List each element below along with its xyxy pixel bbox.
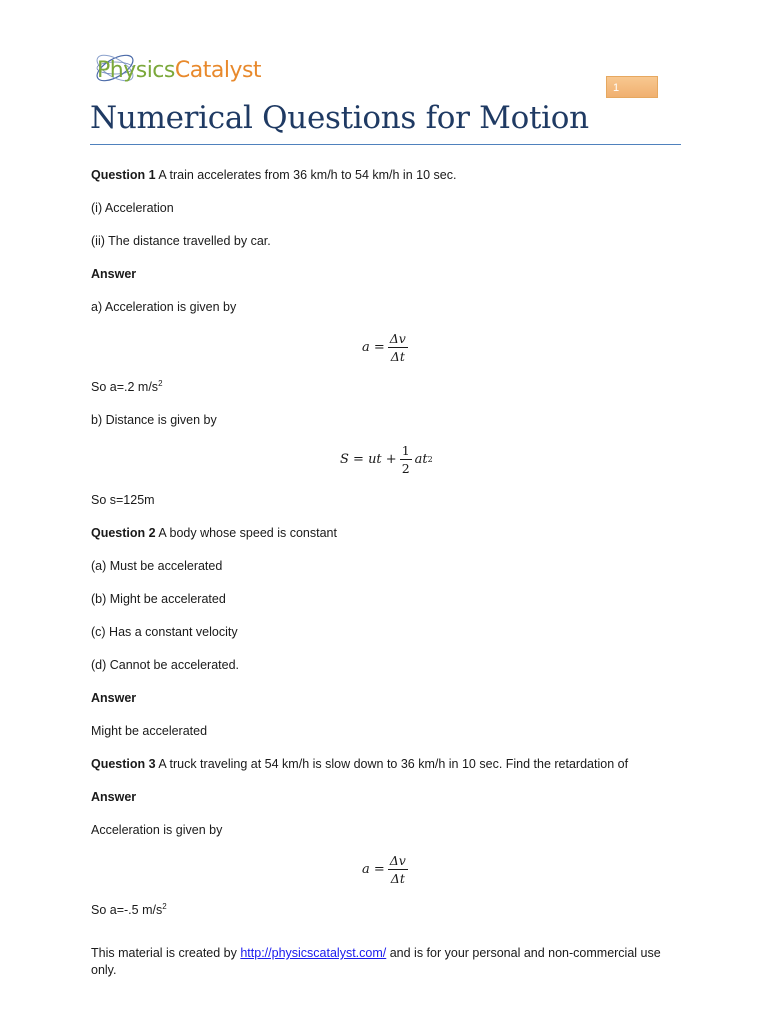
q3-acceleration-intro: Acceleration is given by bbox=[91, 823, 223, 837]
logo-wordmark: PhysicsCatalyst bbox=[97, 58, 262, 83]
footer-notice-line2: only. bbox=[91, 963, 117, 977]
q1-part-i: (i) Acceleration bbox=[91, 201, 174, 215]
footer-notice: This material is created by http://physicscatalyst.com/ and is for your personal and non-commercial use bbox=[91, 946, 661, 960]
q2-answer: Might be accelerated bbox=[91, 724, 208, 738]
eq1-numerator: Δv bbox=[389, 331, 406, 346]
q3-answer-label: Answer bbox=[91, 790, 137, 804]
question-3-text: A truck traveling at 54 km/h is slow down to 36 km/h in 10 sec. Find the retardation of bbox=[155, 757, 629, 771]
eq2-lhs: S = ut + bbox=[340, 452, 397, 467]
q2-option-c: (c) Has a constant velocity bbox=[91, 625, 238, 639]
q1-result-a: So a=.2 $m/s^2$ bbox=[91, 379, 163, 394]
question-1-text: A train accelerates from 36 km/h to 54 km/h in 10 sec. bbox=[155, 168, 457, 182]
q2-option-d: (d) Cannot be accelerated. bbox=[91, 658, 240, 672]
eq1-fraction bbox=[388, 331, 408, 364]
q1-part-ii: (ii) The distance travelled by car. bbox=[91, 234, 271, 248]
eq3-lhs: a = bbox=[362, 862, 385, 877]
eq2-fraction bbox=[400, 443, 412, 476]
page-title: Numerical Questions for Motion bbox=[90, 100, 589, 136]
q1-answer-label: Answer bbox=[91, 267, 137, 281]
question-2-text: A body whose speed is constant bbox=[155, 526, 337, 540]
q2-answer-label: Answer bbox=[91, 691, 137, 705]
question-2-label: Question 2 bbox=[91, 526, 156, 540]
question-3 bbox=[91, 756, 628, 772]
eq3-fraction bbox=[388, 853, 408, 886]
eq3-denominator: Δt bbox=[390, 871, 405, 886]
footer-link[interactable]: http://physicscatalyst.com/ bbox=[240, 946, 387, 960]
q1-acceleration-intro: a) Acceleration is given by bbox=[91, 300, 237, 314]
eq2-tail: at bbox=[414, 452, 428, 467]
question-2 bbox=[91, 525, 337, 541]
q3-result: So a=-.5 $m/s^2$ bbox=[91, 902, 167, 917]
eq1-lhs: a = bbox=[362, 340, 385, 355]
equation-distance: S = ut + $\frac{1}{2}$ at 2 bbox=[340, 443, 433, 476]
question-1 bbox=[91, 167, 456, 183]
title-divider bbox=[90, 144, 681, 145]
q1-result-s: So s=125m bbox=[91, 493, 155, 507]
eq2-numerator: 1 bbox=[401, 443, 410, 458]
equation-acceleration-2 bbox=[362, 853, 411, 886]
question-3-label: Question 3 bbox=[91, 757, 156, 771]
equation-acceleration-1 bbox=[362, 331, 411, 364]
page-number-badge: 1 bbox=[606, 76, 658, 98]
question-1-label: Question 1 bbox=[91, 168, 156, 182]
q2-option-a: (a) Must be accelerated bbox=[91, 559, 223, 573]
eq1-denominator: Δt bbox=[390, 349, 405, 364]
logo bbox=[89, 42, 262, 98]
eq3-numerator: Δv bbox=[389, 853, 406, 868]
q1-distance-intro: b) Distance is given by bbox=[91, 413, 217, 427]
eq2-denominator: 2 bbox=[401, 461, 410, 476]
q2-option-b: (b) Might be accelerated bbox=[91, 592, 226, 606]
